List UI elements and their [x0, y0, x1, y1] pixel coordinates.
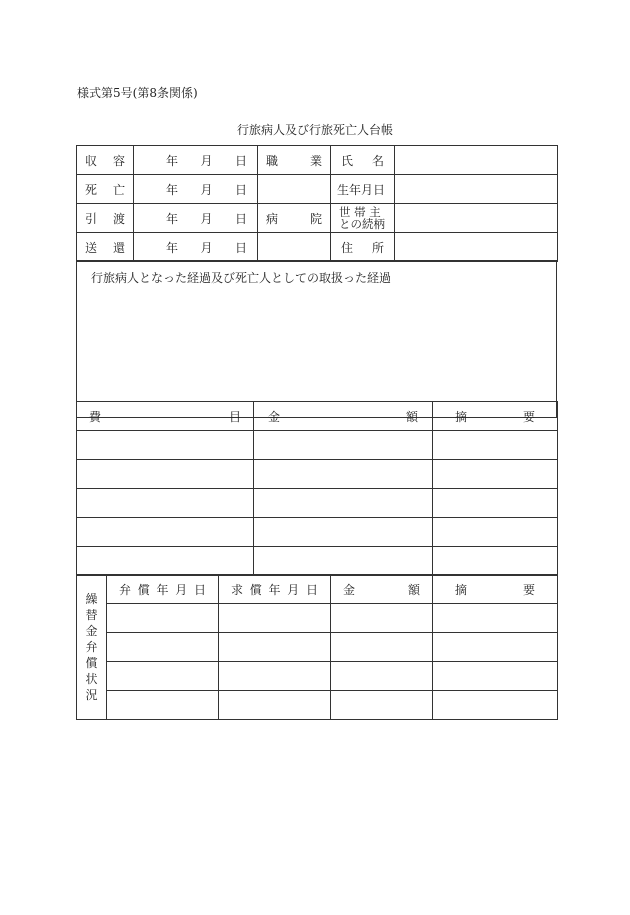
repay-date-header: 弁 償 年 月 日: [107, 575, 219, 604]
birthdate-label-cell: 生年月日: [331, 175, 395, 204]
reimbursement-side-label: 繰 替 金 弁 償 状 況: [77, 575, 107, 720]
expense-item-field[interactable]: [77, 489, 254, 518]
death-label-cell: 死 亡: [77, 175, 134, 204]
expense-item-field[interactable]: [77, 431, 254, 460]
claim-date-field[interactable]: [219, 691, 331, 720]
expense-remarks-header: 摘 要: [433, 402, 558, 431]
admission-date-field[interactable]: 年 月 日: [134, 146, 258, 175]
reimbursement-remarks-field[interactable]: [433, 604, 558, 633]
repay-date-field[interactable]: [107, 662, 219, 691]
repay-date-field[interactable]: [107, 633, 219, 662]
reimbursement-remarks-header: 摘 要: [433, 575, 558, 604]
handover-label-cell: 引 渡: [77, 204, 134, 233]
hospital-field[interactable]: [258, 233, 331, 262]
table-row: [77, 604, 558, 633]
death-date-field[interactable]: 年 月 日: [134, 175, 258, 204]
expense-table: [76, 401, 558, 576]
expense-item-field[interactable]: [77, 460, 254, 489]
expense-amount-header: 金 額: [254, 402, 433, 431]
row-admission: [77, 146, 558, 175]
form-number-label: 様式第5号(第8条関係): [77, 86, 198, 100]
reimbursement-remarks-field[interactable]: [433, 691, 558, 720]
table-row: [77, 547, 558, 576]
reimbursement-header-row: [77, 575, 558, 604]
reimbursement-remarks-field[interactable]: [433, 633, 558, 662]
info-grid: [76, 145, 558, 262]
expense-remarks-field[interactable]: [433, 460, 558, 489]
claim-date-field[interactable]: [219, 633, 331, 662]
reimbursement-amount-field[interactable]: [331, 662, 433, 691]
return-date-field[interactable]: 年 月 日: [134, 233, 258, 262]
expense-item-header: 費 目: [77, 402, 254, 431]
claim-date-header: 求 償 年 月 日: [219, 575, 331, 604]
expense-header-row: [77, 402, 558, 431]
repay-date-field[interactable]: [107, 691, 219, 720]
reimbursement-amount-field[interactable]: [331, 691, 433, 720]
table-row: [77, 518, 558, 547]
row-return: [77, 233, 558, 262]
history-section: [76, 260, 557, 418]
reimbursement-remarks-field[interactable]: [433, 662, 558, 691]
expense-item-field[interactable]: [77, 547, 254, 576]
repay-date-field[interactable]: [107, 604, 219, 633]
expense-remarks-field[interactable]: [433, 489, 558, 518]
expense-amount-field[interactable]: [254, 518, 433, 547]
claim-date-field[interactable]: [219, 604, 331, 633]
address-label-cell: 住 所: [331, 233, 395, 262]
admission-label-cell: 収 容: [77, 146, 134, 175]
reimbursement-amount-field[interactable]: [331, 633, 433, 662]
history-label: 行旅病人となった経過及び死亡人としての取扱った経過: [91, 271, 392, 285]
reimbursement-table: [76, 574, 558, 720]
expense-remarks-field[interactable]: [433, 518, 558, 547]
history-field[interactable]: [77, 261, 557, 418]
return-label-cell: 送 還: [77, 233, 134, 262]
table-row: [77, 691, 558, 720]
table-row: [77, 662, 558, 691]
table-row: [77, 431, 558, 460]
table-row: [77, 633, 558, 662]
expense-remarks-field[interactable]: [433, 431, 558, 460]
relation-label-cell: 世 帯 主 との続柄: [331, 204, 395, 233]
birthdate-field[interactable]: [395, 175, 558, 204]
form-title: 行旅病人及び行旅死亡人台帳: [236, 123, 393, 137]
table-row: [77, 489, 558, 518]
expense-amount-field[interactable]: [254, 460, 433, 489]
relation-field[interactable]: [395, 204, 558, 233]
reimbursement-amount-header: 金 額: [331, 575, 433, 604]
expense-item-field[interactable]: [77, 518, 254, 547]
address-field[interactable]: [395, 233, 558, 262]
reimbursement-amount-field[interactable]: [331, 604, 433, 633]
claim-date-field[interactable]: [219, 662, 331, 691]
row-death: [77, 175, 558, 204]
handover-date-field[interactable]: 年 月 日: [134, 204, 258, 233]
expense-amount-field[interactable]: [254, 489, 433, 518]
name-label-cell: 氏 名: [331, 146, 395, 175]
expense-remarks-field[interactable]: [433, 547, 558, 576]
row-handover: [77, 204, 558, 233]
expense-amount-field[interactable]: [254, 431, 433, 460]
occupation-label-cell: 職 業: [258, 146, 331, 175]
name-field[interactable]: [395, 146, 558, 175]
table-row: [77, 460, 558, 489]
expense-amount-field[interactable]: [254, 547, 433, 576]
occupation-field[interactable]: [258, 175, 331, 204]
hospital-label-cell: 病 院: [258, 204, 331, 233]
